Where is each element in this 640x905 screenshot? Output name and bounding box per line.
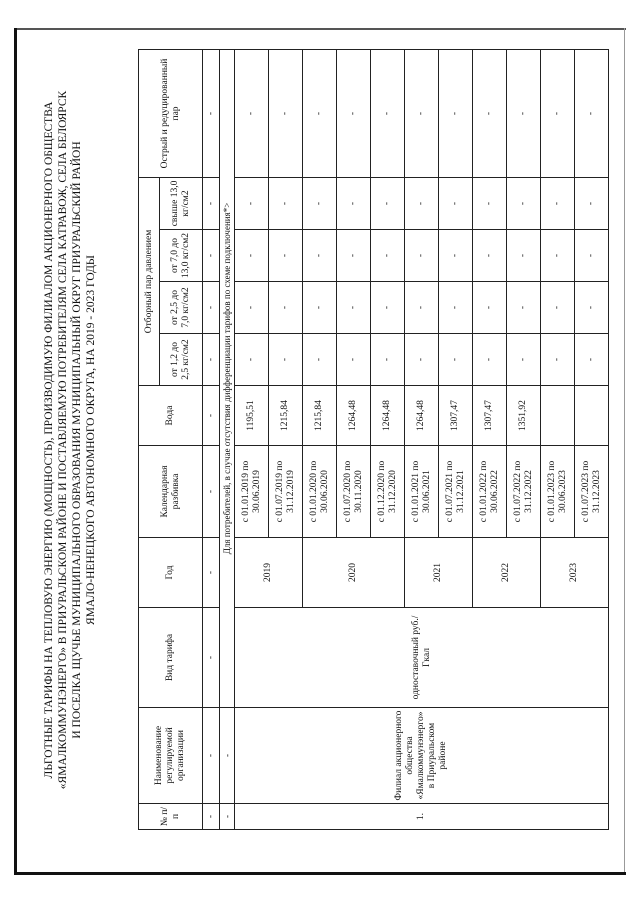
year-cell: 2021: [405, 538, 473, 608]
row-number-cell: 1.: [235, 804, 609, 830]
water-value-cell: 1264,48: [405, 386, 439, 446]
water-value-cell: 1195,51: [235, 386, 269, 446]
water-value-cell: [575, 386, 609, 446]
dash-cell: -: [203, 230, 220, 282]
dash-cell: -: [337, 282, 371, 334]
dash-cell: -: [507, 49, 541, 177]
period-cell: с 01.07.2021 по 31.12.2021: [439, 446, 473, 538]
water-value-cell: 1264,48: [337, 386, 371, 446]
water-value-cell: 1351,92: [507, 386, 541, 446]
dash-cell: -: [371, 230, 405, 282]
dash-cell: -: [203, 334, 220, 386]
dash-cell: -: [473, 177, 507, 229]
rotated-page: [28, 30, 618, 860]
period-cell: с 01.01.2021 по 30.06.2021: [405, 446, 439, 538]
dash-cell: -: [575, 334, 609, 386]
dash-cell: -: [203, 386, 220, 446]
header-tariff-type: Вид тарифа: [139, 608, 203, 708]
dash-cell: -: [203, 177, 220, 229]
dash-cell: -: [439, 49, 473, 177]
scan-border-bottom: [14, 872, 626, 875]
dash-cell: -: [337, 334, 371, 386]
title-line: ЛЬГОТНЫЕ ТАРИФЫ НА ТЕПЛОВУЮ ЭНЕРГИЮ (МОЩНОСТЬ), ПРОИЗВОДИМУЮ ФИЛИАЛОМ АКЦИОНЕРНОГО ОБЩЕСТВА: [43, 101, 55, 779]
dash-cell: -: [541, 230, 575, 282]
dash-cell: -: [405, 177, 439, 229]
header-steam-2: от 2,5 до 7,0 кг/см2: [160, 282, 203, 334]
scan-border-right: [624, 28, 625, 874]
header-steam-4: свыше 13,0 кг/см2: [160, 177, 203, 229]
dash-cell: -: [269, 334, 303, 386]
dash-cell: -: [337, 177, 371, 229]
dash-cell: -: [235, 230, 269, 282]
period-cell: с 01.07.2022 по 31.12.2022: [507, 446, 541, 538]
dash-cell: -: [203, 538, 220, 608]
dash-cell: -: [203, 282, 220, 334]
period-cell: с 01.12.2020 по 31.12.2020: [371, 446, 405, 538]
dash-cell: -: [235, 49, 269, 177]
year-cell: 2023: [541, 538, 609, 608]
period-cell: с 01.01.2020 по 30.06.2020: [303, 446, 337, 538]
dash-cell: -: [575, 49, 609, 177]
dash-cell: -: [405, 334, 439, 386]
dash-cell: -: [371, 282, 405, 334]
dash-cell: -: [303, 282, 337, 334]
dash-cell: -: [203, 708, 220, 804]
title-line: «ЯМАЛКОММУНЭНЕРГО» В ПРИУРАЛЬСКОМ РАЙОНЕ И ПОСТАВЛЯЕМУЮ ПОТРЕБИТЕЛЯМ СЕЛА КАТРАВОЖ, СЕЛА БЕЛОЯРСК: [57, 90, 69, 790]
dash-cell: -: [303, 177, 337, 229]
dash-cell: -: [541, 282, 575, 334]
header-org: Наименование регулируемой организации: [139, 708, 203, 804]
dash-cell: -: [575, 230, 609, 282]
dash-cell: -: [439, 177, 473, 229]
dash-cell: -: [405, 230, 439, 282]
dash-cell: -: [405, 49, 439, 177]
water-value-cell: [541, 386, 575, 446]
dash-cell: -: [235, 282, 269, 334]
dash-cell: -: [371, 49, 405, 177]
header-steam-1: от 1,2 до 2,5 кг/см2: [160, 334, 203, 386]
header-row: [139, 49, 160, 829]
header-year: Год: [139, 538, 203, 608]
dash-cell: -: [203, 804, 220, 830]
dash-cell: -: [575, 177, 609, 229]
year-cell: 2019: [235, 538, 303, 608]
dash-cell: -: [203, 49, 220, 177]
title-line: И ПОСЕЛКА ЩУЧЬЕ МУНИЦИПАЛЬНОГО ОБРАЗОВАНИЯ МУНИЦИПАЛЬНЫЙ ОКРУГ ПРИУРАЛЬСКИЙ РАЙОН: [71, 141, 83, 739]
water-value-cell: 1215,84: [269, 386, 303, 446]
dash-cell: -: [220, 804, 235, 830]
dash-cell: -: [303, 230, 337, 282]
year-cell: 2020: [303, 538, 405, 608]
dash-cell: -: [235, 177, 269, 229]
dash-cell: -: [507, 282, 541, 334]
period-cell: с 01.07.2019 по 31.12.2019: [269, 446, 303, 538]
period-cell: с 01.01.2023 по 30.06.2023: [541, 446, 575, 538]
period-cell: с 01.01.2019 по 30.06.2019: [235, 446, 269, 538]
dash-cell: -: [507, 230, 541, 282]
tariff-table: [138, 49, 609, 830]
dash-cell: -: [541, 177, 575, 229]
dash-cell: -: [541, 334, 575, 386]
header-sharp-steam: Острый и редуцированный пар: [139, 49, 203, 177]
dash-cell: -: [541, 49, 575, 177]
dash-cell: -: [439, 282, 473, 334]
header-calendar: Календарная разбивка: [139, 446, 203, 538]
dash-cell: -: [203, 608, 220, 708]
year-cell: 2022: [473, 538, 541, 608]
dash-cell: -: [473, 49, 507, 177]
dash-cell: -: [303, 334, 337, 386]
dash-row: [203, 49, 220, 829]
dash-cell: -: [473, 230, 507, 282]
period-cell: с 01.07.2020 по 30.11.2020: [337, 446, 371, 538]
dash-cell: -: [203, 446, 220, 538]
dash-cell: -: [439, 230, 473, 282]
dash-cell: -: [235, 334, 269, 386]
dash-cell: -: [371, 177, 405, 229]
dash-cell: -: [439, 334, 473, 386]
water-value-cell: 1307,47: [473, 386, 507, 446]
dash-cell: -: [507, 177, 541, 229]
title-line: ЯМАЛО-НЕНЕЦКОГО АВТОНОМНОГО ОКРУГА, НА 2019 - 2023 ГОДЫ: [85, 255, 97, 625]
header-steam: Отборный пар давлением: [139, 177, 160, 385]
water-value-cell: 1307,47: [439, 386, 473, 446]
water-value-cell: 1215,84: [303, 386, 337, 446]
dash-cell: -: [337, 230, 371, 282]
dash-cell: -: [575, 282, 609, 334]
period-cell: с 01.07.2023 по 31.12.2023: [575, 446, 609, 538]
water-value-cell: 1264,48: [371, 386, 405, 446]
table-row: [235, 49, 269, 829]
consumer-note: Для потребителей, в случае отсутствия дифференциации тарифов по схеме подключения*>: [220, 49, 235, 707]
dash-cell: -: [473, 282, 507, 334]
dash-cell: -: [220, 708, 235, 804]
dash-cell: -: [269, 230, 303, 282]
header-steam-3: от 7,0 до 13,0 кг/см2: [160, 230, 203, 282]
header-water: Вода: [139, 386, 203, 446]
dash-cell: -: [337, 49, 371, 177]
tariff-type-cell: одноставочный руб./Гкал: [235, 608, 609, 708]
dash-cell: -: [269, 177, 303, 229]
dash-cell: -: [269, 49, 303, 177]
dash-cell: -: [473, 334, 507, 386]
dash-cell: -: [405, 282, 439, 334]
period-cell: с 01.01.2022 по 30.06.2022: [473, 446, 507, 538]
dash-cell: -: [303, 49, 337, 177]
dash-cell: -: [371, 334, 405, 386]
document-title: [42, 50, 98, 830]
dash-cell: -: [507, 334, 541, 386]
org-name-cell: Филиал акционерного общества «Ямалкоммунэнерго» в Приуральском районе: [235, 708, 609, 804]
header-num: № п/п: [139, 804, 203, 830]
note-row: [220, 49, 235, 829]
dash-cell: -: [269, 282, 303, 334]
scan-border-left: [14, 28, 17, 874]
